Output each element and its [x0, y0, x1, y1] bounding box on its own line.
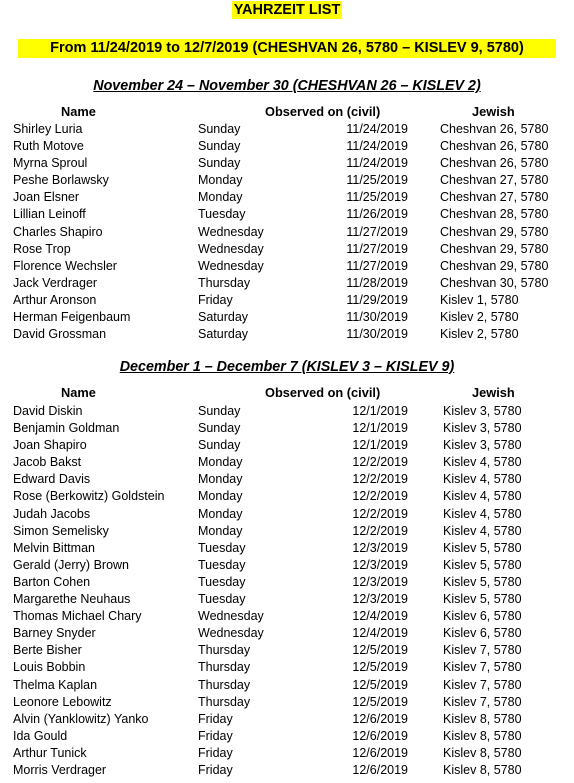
name-cell: Gerald (Jerry) Brown	[13, 557, 129, 572]
table-row	[0, 309, 574, 326]
jewish-date-cell: Cheshvan 29, 5780	[440, 258, 549, 273]
jewish-date-cell: Cheshvan 27, 5780	[440, 190, 549, 205]
civil-date-cell: 11/25/2019	[346, 190, 408, 205]
day-cell: Monday	[198, 523, 243, 538]
name-cell: Thelma Kaplan	[13, 677, 98, 692]
section-heading-week-1: November 24 – November 30 (CHESHVAN 26 – KISLEV 2)	[93, 78, 481, 94]
jewish-date-cell: Kislev 5, 5780	[443, 540, 522, 555]
day-cell: Friday	[198, 745, 233, 760]
civil-date-cell: 11/29/2019	[346, 292, 408, 307]
name-cell: David Grossman	[13, 327, 107, 342]
table-row	[0, 523, 574, 540]
jewish-date-cell: Kislev 3, 5780	[443, 404, 522, 418]
table-row	[0, 694, 574, 711]
name-cell: Leonore Lebowitz	[13, 694, 112, 709]
table-row	[0, 659, 574, 676]
civil-date-cell: 12/1/2019	[352, 404, 408, 418]
civil-date-cell: 11/24/2019	[346, 156, 408, 171]
jewish-date-cell: Kislev 8, 5780	[443, 762, 522, 777]
jewish-date-cell: Kislev 8, 5780	[443, 745, 522, 760]
civil-date-cell: 12/2/2019	[352, 472, 408, 487]
name-cell: Benjamin Goldman	[13, 421, 120, 436]
civil-date-cell: 11/24/2019	[346, 139, 408, 154]
day-cell: Thursday	[198, 643, 251, 658]
col-header-observed: Observed on (civil)	[265, 104, 381, 119]
table-row	[0, 471, 574, 488]
jewish-date-cell: Kislev 6, 5780	[443, 609, 522, 624]
name-cell: Shirley Luria	[13, 122, 83, 136]
day-cell: Tuesday	[198, 557, 246, 572]
day-cell: Sunday	[198, 421, 241, 436]
table-row	[0, 608, 574, 625]
title-highlight: YAHRZEIT LIST	[233, 2, 341, 18]
civil-date-cell: 12/2/2019	[352, 523, 408, 538]
civil-date-cell: 12/5/2019	[352, 643, 408, 658]
civil-date-cell: 12/5/2019	[352, 660, 408, 675]
column-headers-week-1	[0, 104, 574, 120]
civil-date-cell: 12/2/2019	[352, 489, 408, 504]
day-cell: Monday	[198, 173, 243, 188]
day-cell: Sunday	[198, 156, 241, 171]
jewish-date-cell: Kislev 2, 5780	[440, 327, 519, 342]
name-cell: Rose (Berkowitz) Goldstein	[13, 489, 165, 504]
civil-date-cell: 11/30/2019	[346, 310, 408, 325]
jewish-date-cell: Kislev 7, 5780	[443, 643, 522, 658]
civil-date-cell: 12/3/2019	[352, 592, 408, 607]
civil-date-cell: 12/1/2019	[352, 438, 408, 453]
table-row	[0, 711, 574, 728]
civil-date-cell: 11/27/2019	[346, 241, 408, 256]
name-cell: Alvin (Yanklowitz) Yanko	[13, 711, 149, 726]
civil-date-cell: 12/6/2019	[352, 762, 408, 777]
jewish-date-cell: Kislev 4, 5780	[443, 523, 522, 538]
jewish-date-cell: Kislev 4, 5780	[443, 489, 522, 504]
jewish-date-cell: Kislev 4, 5780	[443, 455, 522, 470]
day-cell: Monday	[198, 190, 243, 205]
jewish-date-cell: Cheshvan 28, 5780	[440, 207, 549, 222]
table-row	[0, 454, 574, 471]
day-cell: Sunday	[198, 122, 241, 136]
table-row	[0, 437, 574, 454]
day-cell: Monday	[198, 455, 243, 470]
jewish-date-cell: Kislev 5, 5780	[443, 574, 522, 589]
day-cell: Wednesday	[198, 609, 264, 624]
name-cell: Berte Bisher	[13, 643, 82, 658]
yahrzeit-table-week-2	[0, 403, 574, 779]
jewish-date-cell: Cheshvan 29, 5780	[440, 241, 549, 256]
table-row	[0, 241, 574, 258]
civil-date-cell: 12/4/2019	[352, 609, 408, 624]
section-heading-week-2: December 1 – December 7 (KISLEV 3 – KISLEV 9)	[119, 359, 455, 375]
name-cell: David Diskin	[13, 404, 83, 418]
name-cell: Charles Shapiro	[13, 224, 103, 239]
table-row	[0, 625, 574, 642]
name-cell: Ruth Motove	[13, 139, 84, 154]
civil-date-cell: 11/26/2019	[346, 207, 408, 222]
table-row	[0, 403, 574, 420]
table-row	[0, 677, 574, 694]
name-cell: Louis Bobbin	[13, 660, 86, 675]
table-row	[0, 420, 574, 437]
table-row	[0, 258, 574, 275]
day-cell: Monday	[198, 472, 243, 487]
day-cell: Tuesday	[198, 574, 246, 589]
name-cell: Myrna Sproul	[13, 156, 88, 171]
table-row	[0, 540, 574, 557]
civil-date-cell: 11/27/2019	[346, 224, 408, 239]
table-row	[0, 224, 574, 241]
jewish-date-cell: Cheshvan 30, 5780	[440, 275, 549, 290]
civil-date-cell: 12/6/2019	[352, 728, 408, 743]
jewish-date-cell: Kislev 3, 5780	[443, 438, 522, 453]
jewish-date-cell: Kislev 7, 5780	[443, 677, 522, 692]
name-cell: Peshe Borlawsky	[13, 173, 109, 188]
name-cell: Ida Gould	[13, 728, 68, 743]
col-header-jewish: Jewish	[472, 385, 515, 400]
day-cell: Tuesday	[198, 540, 246, 555]
day-cell: Saturday	[198, 310, 249, 325]
civil-date-cell: 12/5/2019	[352, 677, 408, 692]
table-row	[0, 292, 574, 309]
name-cell: Simon Semelisky	[13, 523, 109, 538]
civil-date-cell: 11/25/2019	[346, 173, 408, 188]
day-cell: Wednesday	[198, 626, 264, 641]
day-cell: Sunday	[198, 438, 241, 453]
col-header-name: Name	[61, 104, 96, 119]
jewish-date-cell: Kislev 3, 5780	[443, 421, 522, 436]
col-header-name: Name	[61, 385, 96, 400]
civil-date-cell: 12/2/2019	[352, 506, 408, 521]
table-row	[0, 574, 574, 591]
civil-date-cell: 11/28/2019	[346, 275, 408, 290]
jewish-date-cell: Kislev 7, 5780	[443, 660, 522, 675]
name-cell: Judah Jacobs	[13, 506, 91, 521]
jewish-date-cell: Kislev 8, 5780	[443, 711, 522, 726]
day-cell: Thursday	[198, 677, 251, 692]
table-row	[0, 121, 574, 138]
day-cell: Tuesday	[198, 592, 246, 607]
document-title	[0, 1, 574, 19]
civil-date-cell: 12/3/2019	[352, 557, 408, 572]
name-cell: Jack Verdrager	[13, 275, 98, 290]
civil-date-cell: 11/24/2019	[346, 122, 408, 136]
jewish-date-cell: Kislev 6, 5780	[443, 626, 522, 641]
table-row	[0, 172, 574, 189]
table-row	[0, 728, 574, 745]
civil-date-cell: 12/4/2019	[352, 626, 408, 641]
name-cell: Joan Shapiro	[13, 438, 87, 453]
civil-date-cell: 12/3/2019	[352, 574, 408, 589]
column-headers-week-2	[0, 385, 574, 401]
jewish-date-cell: Cheshvan 29, 5780	[440, 224, 549, 239]
col-header-jewish: Jewish	[472, 104, 515, 119]
table-row	[0, 275, 574, 292]
day-cell: Thursday	[198, 660, 251, 675]
day-cell: Monday	[198, 489, 243, 504]
table-row	[0, 206, 574, 223]
day-cell: Wednesday	[198, 241, 264, 256]
civil-date-cell: 12/1/2019	[352, 421, 408, 436]
jewish-date-cell: Kislev 8, 5780	[443, 728, 522, 743]
jewish-date-cell: Kislev 4, 5780	[443, 472, 522, 487]
name-cell: Barton Cohen	[13, 574, 91, 589]
day-cell: Thursday	[198, 694, 251, 709]
name-cell: Melvin Bittman	[13, 540, 95, 555]
civil-date-cell: 12/6/2019	[352, 745, 408, 760]
jewish-date-cell: Kislev 1, 5780	[440, 292, 519, 307]
jewish-date-cell: Kislev 5, 5780	[443, 592, 522, 607]
jewish-date-cell: Kislev 2, 5780	[440, 310, 519, 325]
day-cell: Thursday	[198, 275, 251, 290]
day-cell: Friday	[198, 762, 233, 777]
jewish-date-cell: Cheshvan 26, 5780	[440, 122, 549, 136]
day-cell: Saturday	[198, 327, 249, 342]
table-row	[0, 189, 574, 206]
table-row	[0, 557, 574, 574]
name-cell: Thomas Michael Chary	[13, 609, 142, 624]
day-cell: Wednesday	[198, 258, 264, 273]
table-row	[0, 745, 574, 762]
name-cell: Arthur Tunick	[13, 745, 87, 760]
table-row	[0, 138, 574, 155]
name-cell: Florence Wechsler	[13, 258, 117, 273]
jewish-date-cell: Kislev 7, 5780	[443, 694, 522, 709]
civil-date-cell: 12/6/2019	[352, 711, 408, 726]
name-cell: Joan Elsner	[13, 190, 80, 205]
table-row	[0, 155, 574, 172]
name-cell: Herman Feigenbaum	[13, 310, 131, 325]
jewish-date-cell: Kislev 4, 5780	[443, 506, 522, 521]
day-cell: Tuesday	[198, 207, 246, 222]
day-cell: Friday	[198, 728, 233, 743]
name-cell: Lillian Leinoff	[13, 207, 86, 222]
jewish-date-cell: Cheshvan 26, 5780	[440, 139, 549, 154]
table-row	[0, 326, 574, 343]
day-cell: Friday	[198, 711, 233, 726]
jewish-date-cell: Cheshvan 26, 5780	[440, 156, 549, 171]
day-cell: Sunday	[198, 404, 241, 418]
col-header-observed: Observed on (civil)	[265, 385, 381, 400]
name-cell: Barney Snyder	[13, 626, 96, 641]
table-row	[0, 591, 574, 608]
table-row	[0, 762, 574, 779]
name-cell: Jacob Bakst	[13, 455, 82, 470]
yahrzeit-table-week-1	[0, 121, 574, 343]
name-cell: Arthur Aronson	[13, 292, 97, 307]
name-cell: Rose Trop	[13, 241, 71, 256]
civil-date-cell: 11/30/2019	[346, 327, 408, 342]
table-row	[0, 506, 574, 523]
name-cell: Edward Davis	[13, 472, 91, 487]
civil-date-cell: 12/2/2019	[352, 455, 408, 470]
day-cell: Wednesday	[198, 224, 264, 239]
jewish-date-cell: Cheshvan 27, 5780	[440, 173, 549, 188]
civil-date-cell: 11/27/2019	[346, 258, 408, 273]
day-cell: Friday	[198, 292, 233, 307]
civil-date-cell: 12/3/2019	[352, 540, 408, 555]
date-range-banner: From 11/24/2019 to 12/7/2019 (CHESHVAN 26, 5780 – KISLEV 9, 5780)	[18, 39, 556, 58]
jewish-date-cell: Kislev 5, 5780	[443, 557, 522, 572]
table-row	[0, 488, 574, 505]
day-cell: Monday	[198, 506, 243, 521]
table-row	[0, 642, 574, 659]
name-cell: Margarethe Neuhaus	[13, 592, 131, 607]
day-cell: Sunday	[198, 139, 241, 154]
civil-date-cell: 12/5/2019	[352, 694, 408, 709]
name-cell: Morris Verdrager	[13, 762, 107, 777]
